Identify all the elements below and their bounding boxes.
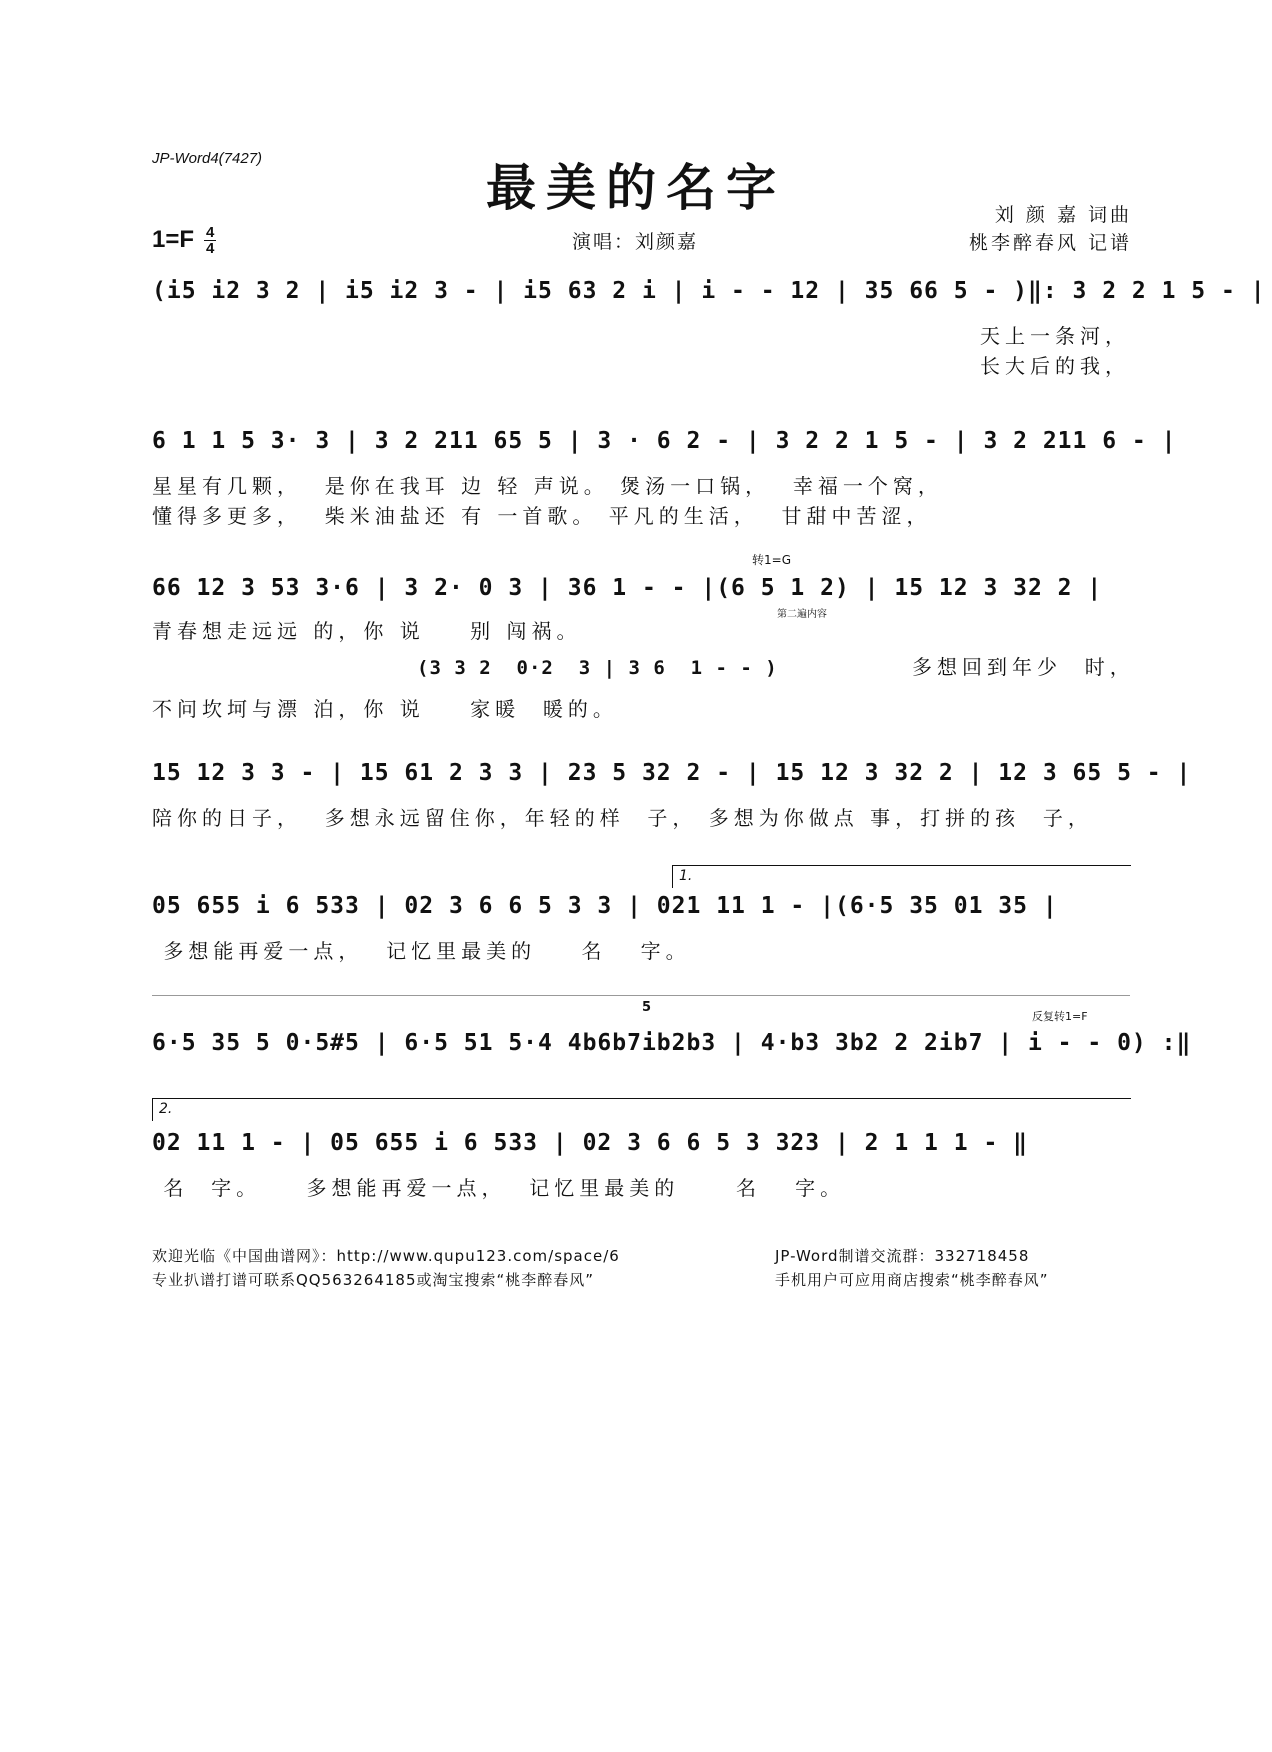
- footer-group: JP-Word制谱交流群：332718458: [775, 1247, 1030, 1265]
- singer-credit: 演唱：刘颜嘉: [572, 231, 699, 253]
- footer-website: 欢迎光临《中国曲谱网》：http://www.qupu123.com/space/6: [152, 1247, 620, 1265]
- time-numerator: 4: [206, 224, 215, 241]
- lyric-verse-1: 星星有几颗， 是你在我耳 边 轻 声说。 煲汤一口锅， 幸福一个窝，: [152, 474, 943, 498]
- notation-line: 66 12 3 53 3·6 | 3 2· 0 3 | 36 1 - - |(6 5 1 2) | 15 12 3 32 2 |: [152, 575, 1103, 601]
- lyric-verse-1: 多想能再爱一点， 记忆里最美的 名 字。: [152, 939, 691, 963]
- lyric-verse-2: 不问坎坷与漂 泊，你 说 家暖 暖的。: [152, 697, 618, 721]
- notation-line: 05 655 i 6 533 | 02 3 6 6 5 3 3 | 021 11 1 - |(6·5 35 01 35 |: [152, 893, 1058, 919]
- first-ending-bracket: [672, 865, 1131, 888]
- second-verse-note: 第二遍内容: [777, 609, 827, 620]
- footer-app-search: 手机用户可应用商店搜索“桃李醉春风”: [775, 1271, 1049, 1289]
- notation-line: 02 11 1 - | 05 655 i 6 533 | 02 3 6 6 5 3 323 | 2 1 1 1 - ‖: [152, 1130, 1028, 1156]
- lyric-verse-1: 青春想走远远 的，你 说 别 闯祸。: [152, 619, 582, 643]
- software-label: JP-Word4(7427): [152, 150, 263, 167]
- time-signature: [204, 225, 216, 256]
- transcriber-credit: 桃李醉春风 记谱: [968, 232, 1132, 254]
- lyric-verse-1: 天上一条河，: [980, 324, 1130, 348]
- key-signature: [152, 225, 216, 256]
- separator-line: [152, 995, 1130, 996]
- key-label: 1=F: [152, 225, 195, 253]
- lyricist-composer-credit: 刘 颜 嘉 词曲: [994, 204, 1132, 226]
- tuplet-mark: 5: [642, 1000, 652, 1015]
- notation-line: (i5 i2 3 2 | i5 i2 3 - | i5 63 2 i | i - - 12 | 35 66 5 - )‖: 3 2 2 1 5 - |: [152, 278, 1266, 304]
- lyric-verse-2: 懂得多更多， 柴米油盐还 有 一首歌。 平凡的生活， 甘甜中苦涩，: [152, 504, 932, 528]
- lyric-verse-1: 名 字。 多想能再爱一点， 记忆里最美的 名 字。: [152, 1176, 846, 1200]
- lyric-verse-2: 长大后的我，: [980, 354, 1130, 378]
- time-denominator: 4: [206, 240, 215, 257]
- repeat-modulation-mark: 反复转1=F: [1032, 1010, 1088, 1023]
- footer-contact: 专业扒谱打谱可联系QQ563264185或淘宝搜索“桃李醉春风”: [152, 1271, 595, 1289]
- song-title: 最美的名字: [486, 158, 786, 217]
- volta-number: 1.: [679, 868, 693, 884]
- lyric-verse-1: 陪你的日子， 多想永远留住你，年轻的样 子， 多想为你做点 事，打拼的孩 子，: [152, 806, 1093, 830]
- notation-line: 6 1 1 5 3· 3 | 3 2 211 65 5 | 3 · 6 2 - | 3 2 2 1 5 - | 3 2 211 6 - |: [152, 428, 1177, 454]
- second-ending-bracket: [152, 1098, 1131, 1121]
- modulation-mark: 转1=G: [752, 553, 791, 567]
- volta-number: 2.: [159, 1101, 173, 1117]
- notation-line: 6·5 35 5 0·5#5 | 6·5 51 5·4 4b6b7ib2b3 | 4·b3 3b2 2 2ib7 | i - - 0) :‖: [152, 1030, 1192, 1056]
- side-lyric: 多想回到年少 时，: [912, 655, 1135, 679]
- notation-line: 15 12 3 3 - | 15 61 2 3 3 | 23 5 32 2 - | 15 12 3 32 2 | 12 3 65 5 - |: [152, 760, 1192, 786]
- alternate-notation: (3 3 2 0·2 3 | 3 6 1 - - ): [417, 657, 778, 679]
